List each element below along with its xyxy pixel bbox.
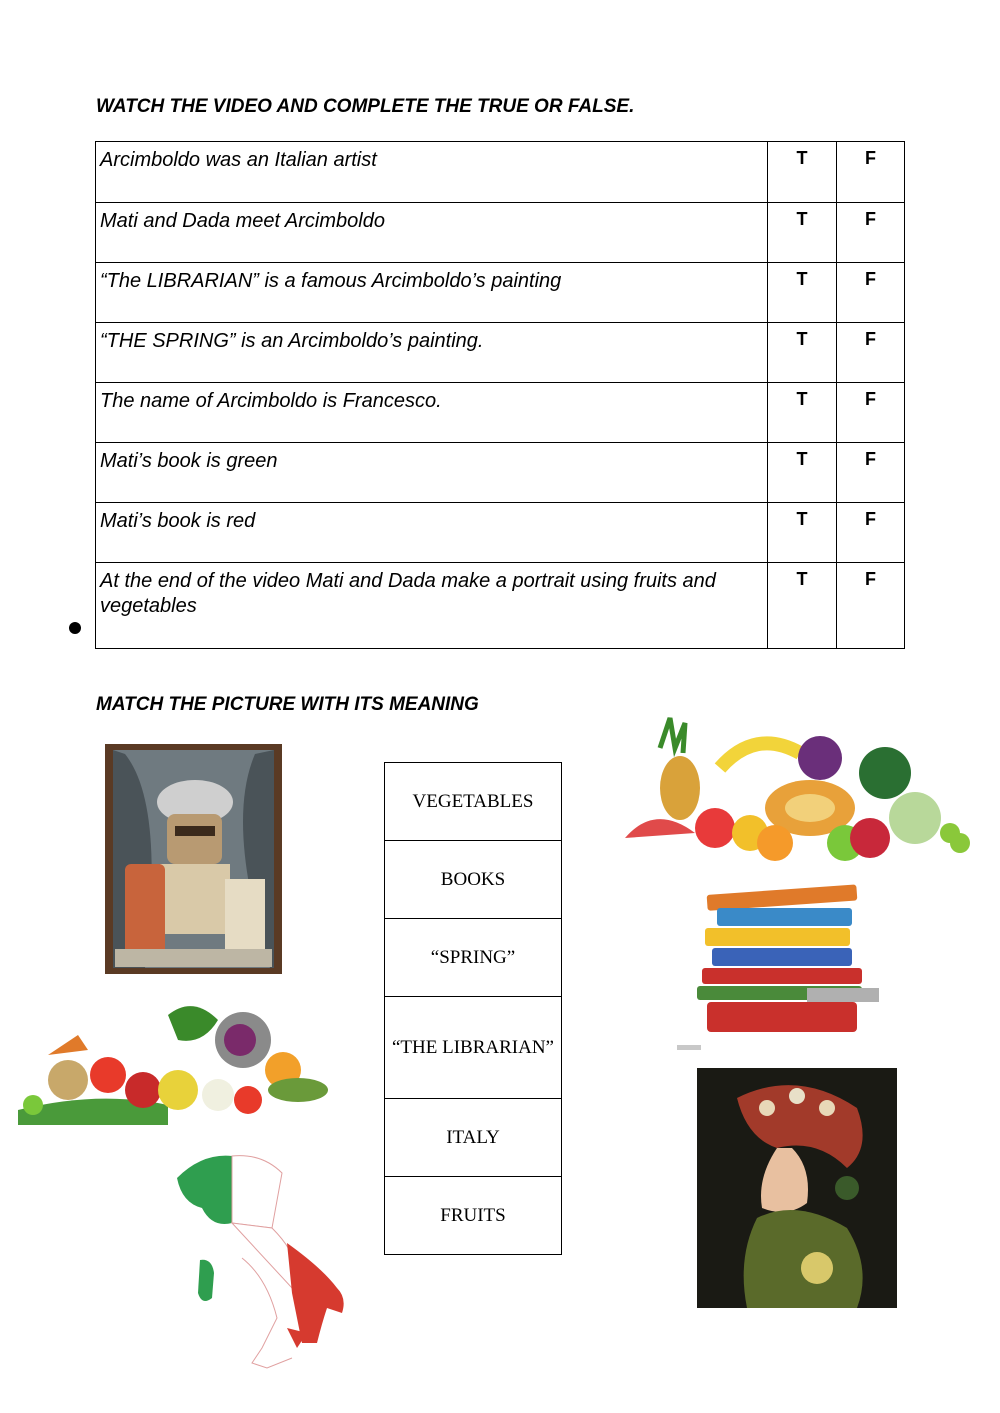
table-row [96, 443, 905, 503]
table-row [96, 563, 905, 649]
table-row [96, 323, 905, 383]
match-words-table [384, 762, 562, 1255]
word-books[interactable]: BOOKS [385, 841, 562, 919]
false-option[interactable]: F [837, 142, 905, 203]
italy-map-image [172, 1148, 350, 1370]
false-option[interactable]: F [837, 263, 905, 323]
fruits-image [625, 708, 973, 868]
false-option[interactable]: F [837, 443, 905, 503]
word-fruits[interactable]: FRUITS [385, 1177, 562, 1255]
false-option[interactable]: F [837, 203, 905, 263]
statement-5: The name of Arcimboldo is Francesco. [96, 383, 768, 443]
true-option[interactable]: T [768, 563, 837, 649]
false-option[interactable]: F [837, 383, 905, 443]
statement-4: “THE SPRING” is an Arcimboldo’s painting. [96, 323, 768, 383]
vegetables-image [18, 995, 328, 1130]
false-option[interactable]: F [837, 503, 905, 563]
table-row [96, 503, 905, 563]
true-option[interactable]: T [768, 263, 837, 323]
table-row [96, 263, 905, 323]
true-false-heading: WATCH THE VIDEO AND COMPLETE THE TRUE OR FALSE. [96, 96, 635, 117]
statement-8: At the end of the video Mati and Dada make a portrait using fruits and vegetables [96, 563, 768, 649]
word-librarian[interactable]: “THE LIBRARIAN” [385, 997, 562, 1099]
false-option[interactable]: F [837, 323, 905, 383]
true-option[interactable]: T [768, 323, 837, 383]
spring-painting-image [697, 1068, 897, 1308]
table-row [96, 142, 905, 203]
statement-3: “The LIBRARIAN” is a famous Arcimboldo’s painting [96, 263, 768, 323]
true-option[interactable]: T [768, 383, 837, 443]
statement-1: Arcimboldo was an Italian artist [96, 142, 768, 203]
true-false-table [95, 141, 905, 649]
statement-6: Mati’s book is green [96, 443, 768, 503]
true-option[interactable]: T [768, 503, 837, 563]
statement-2: Mati and Dada meet Arcimboldo [96, 203, 768, 263]
word-vegetables[interactable]: VEGETABLES [385, 763, 562, 841]
bullet-point [69, 622, 81, 634]
table-row [96, 383, 905, 443]
true-option[interactable]: T [768, 203, 837, 263]
books-image [677, 882, 880, 1052]
word-spring[interactable]: “SPRING” [385, 919, 562, 997]
false-option[interactable]: F [837, 563, 905, 649]
word-italy[interactable]: ITALY [385, 1099, 562, 1177]
match-heading: MATCH THE PICTURE WITH ITS MEANING [96, 694, 479, 715]
librarian-painting-image [105, 744, 282, 974]
table-row [96, 203, 905, 263]
true-option[interactable]: T [768, 142, 837, 203]
statement-7: Mati’s book is red [96, 503, 768, 563]
true-option[interactable]: T [768, 443, 837, 503]
